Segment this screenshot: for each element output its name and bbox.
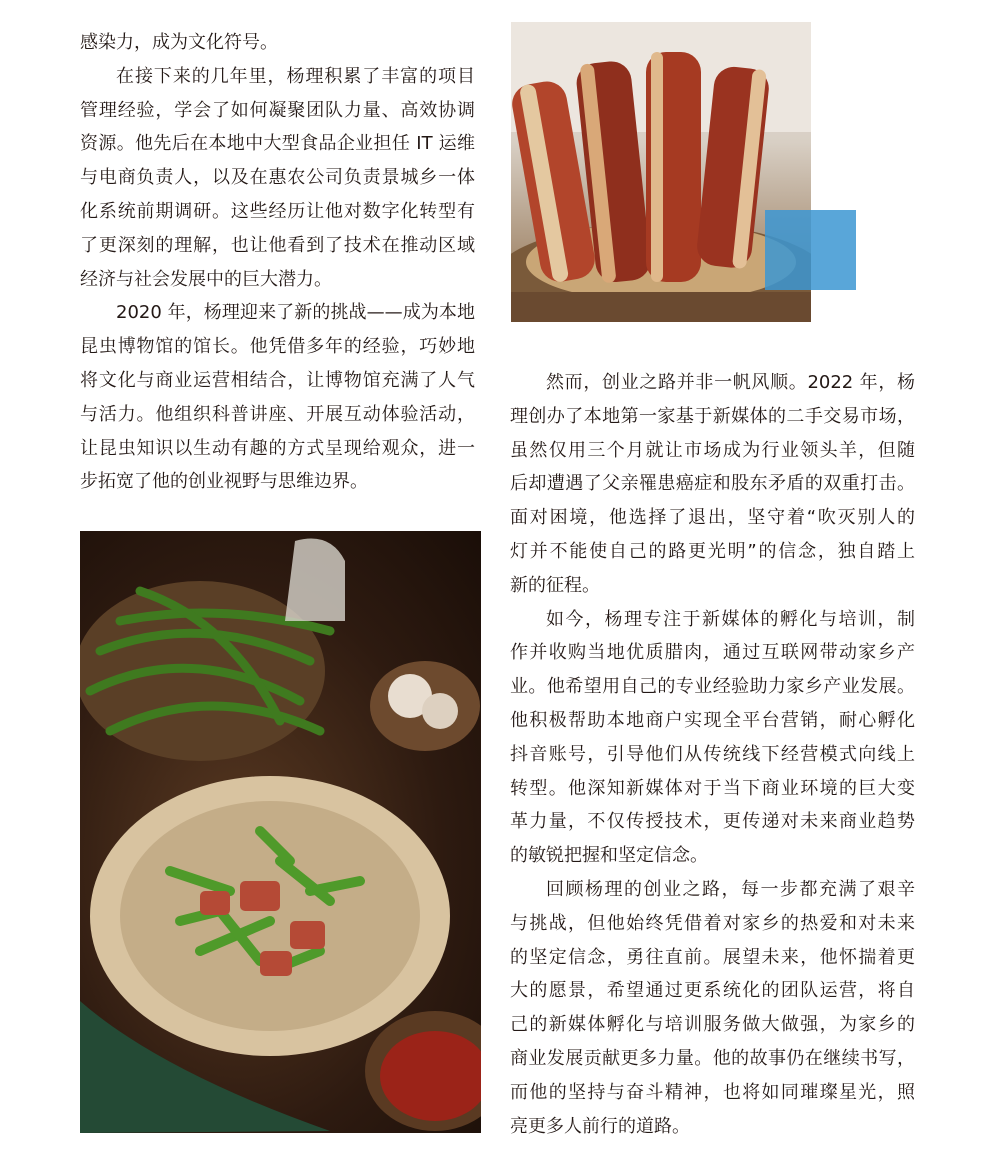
text-line: 了更深刻的理解，也让他看到了技术在推动区域 (80, 234, 475, 256)
text-line: 抖音账号，引导他们从传统线下经营模式向线上 (510, 743, 915, 765)
text-line: 资源。他先后在本地中大型食品企业担任 IT 运维 (80, 133, 475, 155)
text-line: 与活力。他组织科普讲座、开展互动体验活动， (80, 403, 475, 425)
text-line: 在接下来的几年里，杨理积累了丰富的项目 (116, 65, 475, 87)
text-line: 将文化与商业运营相结合，让博物馆充满了人气 (80, 369, 475, 391)
paragraph (510, 366, 915, 603)
text-line: 革力量，不仅传授技术，更传递对未来商业趋势 (510, 811, 915, 833)
text-line: 感染力，成为文化符号。 (80, 32, 278, 53)
text-line: 的坚定信念，勇往直前。展望未来，他怀揣着更 (510, 946, 915, 968)
text-line: 如今，杨理专注于新媒体的孵化与培训，制 (546, 608, 915, 630)
text-line: 理创办了本地第一家基于新媒体的二手交易市场， (510, 405, 915, 427)
text-line: 步拓宽了他的创业视野与思维边界。 (80, 471, 368, 493)
right-text-column (510, 366, 915, 1143)
text-line: 2020 年，杨理迎来了新的挑战——成为本地 (116, 302, 475, 324)
left-text-column (80, 26, 475, 499)
text-line: 的敏锐把握和坚定信念。 (510, 845, 708, 867)
text-line: 与挑战，但他始终凭借着对家乡的热爱和对未来 (510, 912, 915, 934)
text-line: 大的愿景，希望通过更系统化的团队运营，将自 (510, 980, 915, 1002)
stir-fried-pork-with-peppers-photo (80, 531, 481, 1133)
text-line: 商业发展贡献更多力量。他的故事仍在继续书写， (510, 1047, 915, 1069)
text-line: 面对困境，他选择了退出，坚守着“吹灭别人的 (510, 507, 915, 529)
text-line: 作并收购当地优质腊肉，通过互联网带动家乡产 (510, 642, 915, 664)
text-line: 新的征程。 (510, 574, 600, 596)
text-line: 他积极帮助本地商户实现全平台营销，耐心孵化 (510, 709, 915, 731)
paragraph (80, 26, 475, 60)
text-line: 转型。他深知新媒体对于当下商业环境的巨大变 (510, 777, 915, 799)
text-line: 化系统前期调研。这些经历让他对数字化转型有 (80, 200, 475, 222)
paragraph (510, 603, 915, 873)
accent-color-block (765, 210, 856, 290)
text-line: 后却遭遇了父亲罹患癌症和股东矛盾的双重打击。 (510, 473, 915, 495)
text-line: 虽然仅用三个月就让市场成为行业领头羊，但随 (510, 439, 915, 461)
paragraph (80, 60, 475, 297)
text-line: 让昆虫知识以生动有趣的方式呈现给观众，进一 (80, 437, 475, 459)
text-line: 业。他希望用自己的专业经验助力家乡产业发展。 (510, 676, 915, 698)
paragraph (510, 873, 915, 1143)
text-line: 与电商负责人，以及在惠农公司负责景城乡一体 (80, 167, 475, 189)
text-line: 回顾杨理的创业之路，每一步都充满了艰辛 (546, 878, 915, 900)
text-line: 经济与社会发展中的巨大潜力。 (80, 268, 332, 290)
text-line: 而他的坚持与奋斗精神，也将如同璀璨星光，照 (510, 1081, 915, 1103)
text-line: 亮更多人前行的道路。 (510, 1115, 690, 1137)
text-line: 然而，创业之路并非一帆风顺。2022 年，杨 (546, 372, 915, 393)
text-line: 昆虫博物馆的馆长。他凭借多年的经验，巧妙地 (80, 336, 475, 358)
text-line: 己的新媒体孵化与培训服务做大做强，为家乡的 (510, 1014, 915, 1036)
text-line: 管理经验，学会了如何凝聚团队力量、高效协调 (80, 99, 475, 121)
paragraph (80, 296, 475, 499)
text-line: 灯并不能使自己的路更光明”的信念，独自踏上 (510, 540, 915, 562)
